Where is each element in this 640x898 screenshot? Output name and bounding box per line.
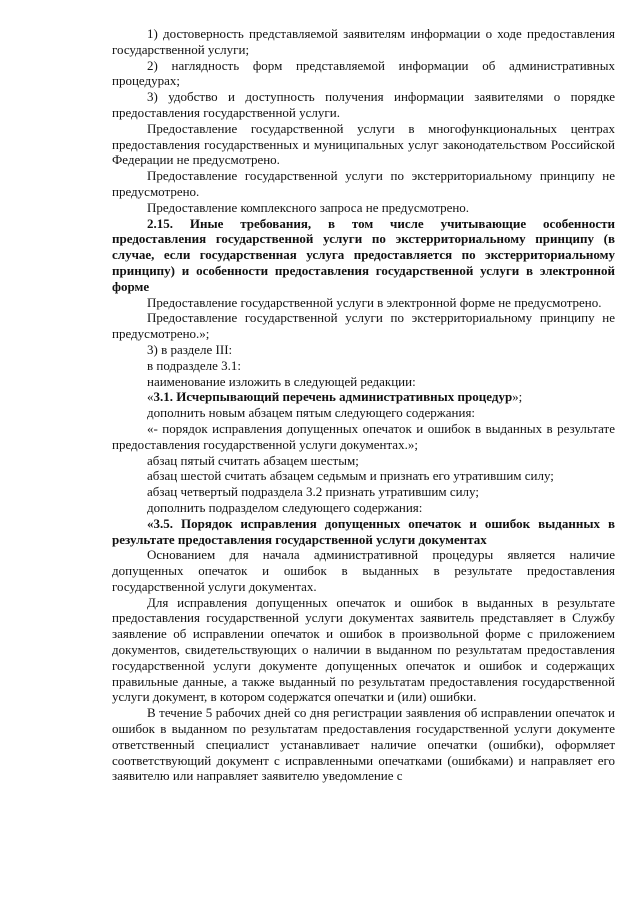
paragraph: Предоставление государственной услуги по экстерриториальному принципу не предусмотрено.»; — [112, 310, 615, 342]
paragraph: 3) удобство и доступность получения информации заявителями о порядке предоставления государственной услуги. — [112, 89, 615, 120]
paragraph: абзац четвертый подраздела 3.2 признать утратившим силу; — [147, 484, 479, 500]
document-page — [112, 26, 615, 784]
paragraph: дополнить новым абзацем пятым следующего содержания: — [147, 405, 476, 421]
paragraph: в подразделе 3.1: — [147, 357, 242, 373]
paragraph: 3) в разделе III: — [147, 341, 233, 357]
section-heading-2-15: 2.15. Иные требования, в том числе учитывающие особенности предоставления государственной услуги по экстерриториальному принципу (в случае, если государственная услуга предоставляется по экстерриториальному принципу) и особенности предоставления государственной услуги в электронной форме — [112, 215, 615, 294]
section-title-3-1 — [112, 389, 615, 405]
paragraph: 1) достоверность представляемой заявителям информации о ходе предоставления государственной услуги; — [112, 26, 615, 57]
section-title-3-5-bold: 3.5. Порядок исправления допущенных опечаток и ошибок выданных в результате предоставления государственной услуги документах — [112, 515, 615, 547]
section-title-3-1-bold: 3.1. Исчерпывающий перечень административных процедур — [153, 389, 513, 405]
paragraph: наименование изложить в следующей редакции: — [147, 373, 416, 389]
paragraph: Предоставление государственной услуги в многофункциональных центрах предоставления государственных и муниципальных услуг законодательством Российской Федерации не предусмотрено. — [112, 120, 615, 168]
quote-close: »; — [512, 389, 523, 405]
paragraph: Основанием для начала административной процедуры является наличие допущенных опечаток и ошибок в выданных в результате предоставления государственной услуги документах. — [112, 547, 615, 594]
paragraph: Предоставление комплексного запроса не предусмотрено. — [147, 199, 470, 215]
paragraph: Предоставление государственной услуги в электронной форме не предусмотрено. — [147, 294, 602, 310]
paragraph: абзац пятый считать абзацем шестым; — [147, 452, 359, 468]
paragraph: абзац шестой считать абзацем седьмым и признать его утратившим силу; — [147, 468, 554, 484]
paragraph: «- порядок исправления допущенных опечаток и ошибок в выданных в результате предоставления государственной услуги документах.»; — [112, 420, 615, 452]
quote-open: « — [147, 389, 154, 405]
paragraph: дополнить подразделом следующего содержания: — [147, 499, 423, 515]
paragraph: 2) наглядность форм представляемой информации об административных процедурах; — [112, 57, 615, 89]
quote-open: « — [147, 515, 154, 531]
paragraph: Предоставление государственной услуги по экстерриториальному принципу не предусмотрено. — [112, 168, 615, 199]
paragraph: Для исправления допущенных опечаток и ошибок в выданных в результате предоставления государственной услуги документах заявитель представляет в Службу заявление об исправлении опечаток и ошибок в произвольной форме с приложением документов, свидетельствующих о наличии в выданном по результатам предоставления государственной услуги документе допущенных опечаток и ошибок и содержащих правильные данные, а также выданный по результатам предоставления государственной услуги документ, в котором содержатся опечатки и (или) ошибки. — [112, 594, 615, 705]
section-title-3-5 — [112, 516, 615, 548]
paragraph: В течение 5 рабочих дней со дня регистрации заявления об исправлении опечаток и ошибок в выданном по результатам предоставления государственной услуги документе ответственный специалист устанавливает наличие опечатки (ошибки), оформляет соответствующий документ с исправленными опечатками (ошибками) и направляет его заявителю или направляет заявителю уведомление с — [112, 705, 615, 784]
